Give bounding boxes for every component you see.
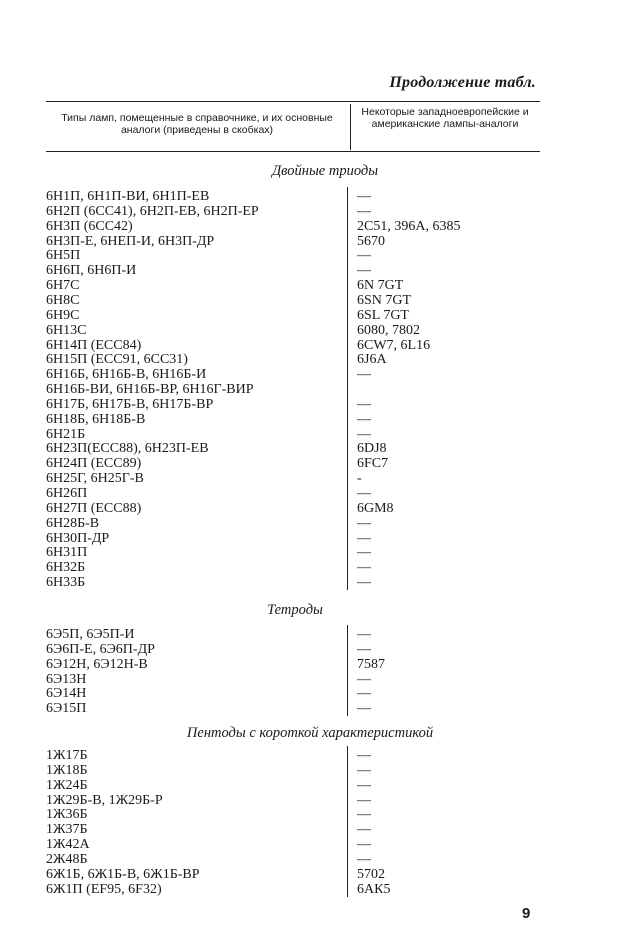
table-row bbox=[0, 189, 631, 204]
table-row bbox=[0, 560, 631, 575]
analog-cell: 5702 bbox=[357, 866, 385, 882]
analog-cell: — bbox=[357, 807, 371, 823]
analog-cell: — bbox=[357, 248, 371, 264]
table-row bbox=[0, 278, 631, 293]
lamp-type-cell: 6Н21Б bbox=[46, 426, 86, 442]
analog-cell: — bbox=[357, 486, 371, 501]
lamp-type-cell: 6Н3П-Е, 6НЕП-И, 6Н3П-ДР bbox=[46, 233, 215, 249]
analog-cell: — bbox=[357, 515, 371, 531]
lamp-type-cell: 6Н8С bbox=[46, 292, 80, 308]
lamp-type-cell: 6Н28Б-В bbox=[46, 515, 100, 531]
header-bottom-rule bbox=[46, 151, 540, 152]
lamp-type-cell: 6Н31П bbox=[46, 545, 88, 561]
analog-cell: 2С51, 396А, 6385 bbox=[357, 218, 461, 234]
table-row bbox=[0, 867, 631, 882]
table-row bbox=[0, 219, 631, 234]
table-row bbox=[0, 263, 631, 278]
table-row bbox=[0, 412, 631, 427]
table-row bbox=[0, 545, 631, 560]
section-title: Двойные триоды bbox=[271, 163, 379, 179]
table-row bbox=[0, 837, 631, 852]
lamp-type-cell: 6Н17Б, 6Н17Б-В, 6Н17Б-ВР bbox=[46, 396, 214, 412]
lamp-type-cell: 6Э5П, 6Э5П-И bbox=[46, 627, 135, 642]
analog-cell: — bbox=[357, 189, 371, 204]
header-column-divider bbox=[350, 104, 351, 150]
lamp-type-cell: 6Н23П(ЕСС88), 6Н23П-ЕВ bbox=[46, 441, 209, 457]
table-row bbox=[0, 701, 631, 716]
table-row bbox=[0, 471, 631, 486]
analog-cell: — bbox=[357, 777, 371, 793]
table-row bbox=[0, 575, 631, 590]
analog-cell: — bbox=[357, 263, 371, 279]
lamp-type-cell: 6Н30П-ДР bbox=[46, 530, 110, 546]
table-row bbox=[0, 627, 631, 642]
section-title: Пентоды с короткой характеристикой bbox=[186, 725, 434, 741]
analog-cell: — bbox=[357, 203, 371, 219]
lamp-type-cell: 6Н5П bbox=[46, 248, 81, 264]
lamp-type-cell: 1Ж42А bbox=[46, 837, 90, 853]
section-title: Тетроды bbox=[267, 602, 323, 618]
analog-cell: — bbox=[357, 530, 371, 546]
lamp-type-cell: 1Ж37Б bbox=[46, 822, 88, 838]
table-row bbox=[0, 234, 631, 249]
lamp-type-cell: 1Ж36Б bbox=[46, 807, 88, 823]
table-row bbox=[0, 686, 631, 701]
table-row bbox=[0, 657, 631, 672]
analog-cell: — bbox=[357, 396, 371, 412]
analog-cell: 6N 7GT bbox=[357, 278, 404, 294]
lamp-type-cell: 6Э14Н bbox=[46, 686, 87, 702]
lamp-type-cell: 6Н18Б, 6Н18Б-В bbox=[46, 411, 146, 427]
analog-cell: - bbox=[357, 471, 362, 487]
table-row bbox=[0, 852, 631, 867]
lamp-type-cell: 6Н2П (6СС41), 6Н2П-ЕВ, 6Н2П-ЕР bbox=[46, 203, 259, 219]
lamp-type-cell: 6Н25Г, 6Н25Г-В bbox=[46, 471, 144, 487]
table-row bbox=[0, 367, 631, 382]
lamp-type-cell: 6Н9С bbox=[46, 307, 80, 323]
table-row bbox=[0, 441, 631, 456]
analog-cell: — bbox=[357, 641, 371, 657]
table-row bbox=[0, 293, 631, 308]
table-row bbox=[0, 456, 631, 471]
header-right-cell: Некоторые западноевропейские и американские лампы-аналоги bbox=[361, 106, 529, 130]
analog-cell: — bbox=[357, 851, 371, 867]
table-row bbox=[0, 822, 631, 837]
lamp-type-cell: 6Н26П bbox=[46, 486, 88, 501]
table-row bbox=[0, 748, 631, 763]
analog-cell: — bbox=[357, 748, 371, 763]
table-row bbox=[0, 204, 631, 219]
lamp-type-cell: 6Н14П (ЕСС84) bbox=[46, 337, 142, 353]
analog-cell: 6J6A bbox=[357, 352, 387, 368]
table-row bbox=[0, 882, 631, 897]
lamp-type-cell: 6Н7С bbox=[46, 278, 80, 294]
analog-cell: 6GM8 bbox=[357, 500, 394, 516]
table-row bbox=[0, 793, 631, 808]
lamp-type-cell: 6Н3П (6СС42) bbox=[46, 218, 133, 234]
analog-cell: 6DJ8 bbox=[357, 441, 387, 457]
header-top-rule bbox=[46, 101, 540, 102]
analog-cell: — bbox=[357, 792, 371, 808]
analog-cell: — bbox=[357, 560, 371, 576]
analog-cell: — bbox=[357, 575, 371, 591]
table-row bbox=[0, 642, 631, 657]
lamp-type-cell: 1Ж24Б bbox=[46, 777, 88, 793]
analog-cell: 6SN 7GT bbox=[357, 292, 412, 308]
table-row bbox=[0, 352, 631, 367]
lamp-type-cell: 6Н16Б-ВИ, 6Н16Б-ВР, 6Н16Г-ВИР bbox=[46, 382, 254, 398]
analog-cell: — bbox=[357, 671, 371, 687]
lamp-type-cell: 6Н16Б, 6Н16Б-В, 6Н16Б-И bbox=[46, 367, 207, 383]
table-row bbox=[0, 778, 631, 793]
table-row bbox=[0, 516, 631, 531]
lamp-type-cell: 6Н33Б bbox=[46, 575, 86, 591]
analog-cell: — bbox=[357, 545, 371, 561]
analog-cell: — bbox=[357, 411, 371, 427]
lamp-type-cell: 6Н32Б bbox=[46, 560, 86, 576]
lamp-type-cell: 6Э12Н, 6Э12Н-В bbox=[46, 656, 148, 672]
lamp-type-cell: 6Ж1Б, 6Ж1Б-В, 6Ж1Б-ВР bbox=[46, 866, 200, 882]
table-row bbox=[0, 323, 631, 338]
table-row bbox=[0, 531, 631, 546]
lamp-type-cell: 6Н15П (ЕСС91, 6СС31) bbox=[46, 352, 188, 368]
analog-cell: 5670 bbox=[357, 233, 385, 249]
table-row bbox=[0, 501, 631, 516]
table-row bbox=[0, 382, 631, 397]
table-row bbox=[0, 248, 631, 263]
analog-cell: — bbox=[357, 686, 371, 702]
table-row bbox=[0, 427, 631, 442]
analog-cell: 6SL 7GT bbox=[357, 307, 409, 323]
table-row bbox=[0, 763, 631, 778]
lamp-type-cell: 1Ж29Б-В, 1Ж29Б-Р bbox=[46, 792, 163, 808]
table-row bbox=[0, 807, 631, 822]
lamp-type-cell: 6Н1П, 6Н1П-ВИ, 6Н1П-ЕВ bbox=[46, 189, 210, 204]
analog-cell: 6CW7, 6L16 bbox=[357, 337, 431, 353]
table-row bbox=[0, 308, 631, 323]
lamp-type-cell: 6Э6П-Е, 6Э6П-ДР bbox=[46, 641, 155, 657]
analog-cell: 6080, 7802 bbox=[357, 322, 420, 338]
table-row bbox=[0, 672, 631, 687]
table-row bbox=[0, 486, 631, 501]
analog-cell: 6FC7 bbox=[357, 456, 389, 472]
analog-cell: — bbox=[357, 837, 371, 853]
analog-cell: — bbox=[357, 627, 371, 642]
table-row bbox=[0, 338, 631, 353]
lamp-type-cell: 1Ж18Б bbox=[46, 762, 88, 778]
lamp-type-cell: 6Н6П, 6Н6П-И bbox=[46, 263, 137, 279]
header-left-cell: Типы ламп, помещенные в справочнике, и их основные аналоги (приведены в скобках) bbox=[61, 112, 333, 136]
table-row bbox=[0, 397, 631, 412]
analog-cell: — bbox=[357, 822, 371, 838]
lamp-type-cell: 6Н27П (ЕСС88) bbox=[46, 500, 142, 516]
continuation-label: Продолжение табл. bbox=[389, 74, 536, 91]
analog-cell: 6АК5 bbox=[357, 881, 391, 897]
analog-cell: — bbox=[357, 762, 371, 778]
lamp-type-cell: 6Н24П (ЕСС89) bbox=[46, 456, 142, 472]
page-number: 9 bbox=[522, 905, 531, 922]
lamp-type-cell: 6Ж1П (EF95, 6F32) bbox=[46, 881, 162, 897]
lamp-type-cell: 6Э15П bbox=[46, 701, 87, 717]
analog-cell: 7587 bbox=[357, 656, 385, 672]
analog-cell: — bbox=[357, 701, 371, 717]
lamp-type-cell: 6Э13Н bbox=[46, 671, 87, 687]
analog-cell: — bbox=[357, 367, 371, 383]
lamp-type-cell: 2Ж48Б bbox=[46, 851, 88, 867]
lamp-type-cell: 1Ж17Б bbox=[46, 748, 88, 763]
analog-cell: — bbox=[357, 426, 371, 442]
lamp-type-cell: 6Н13С bbox=[46, 322, 87, 338]
